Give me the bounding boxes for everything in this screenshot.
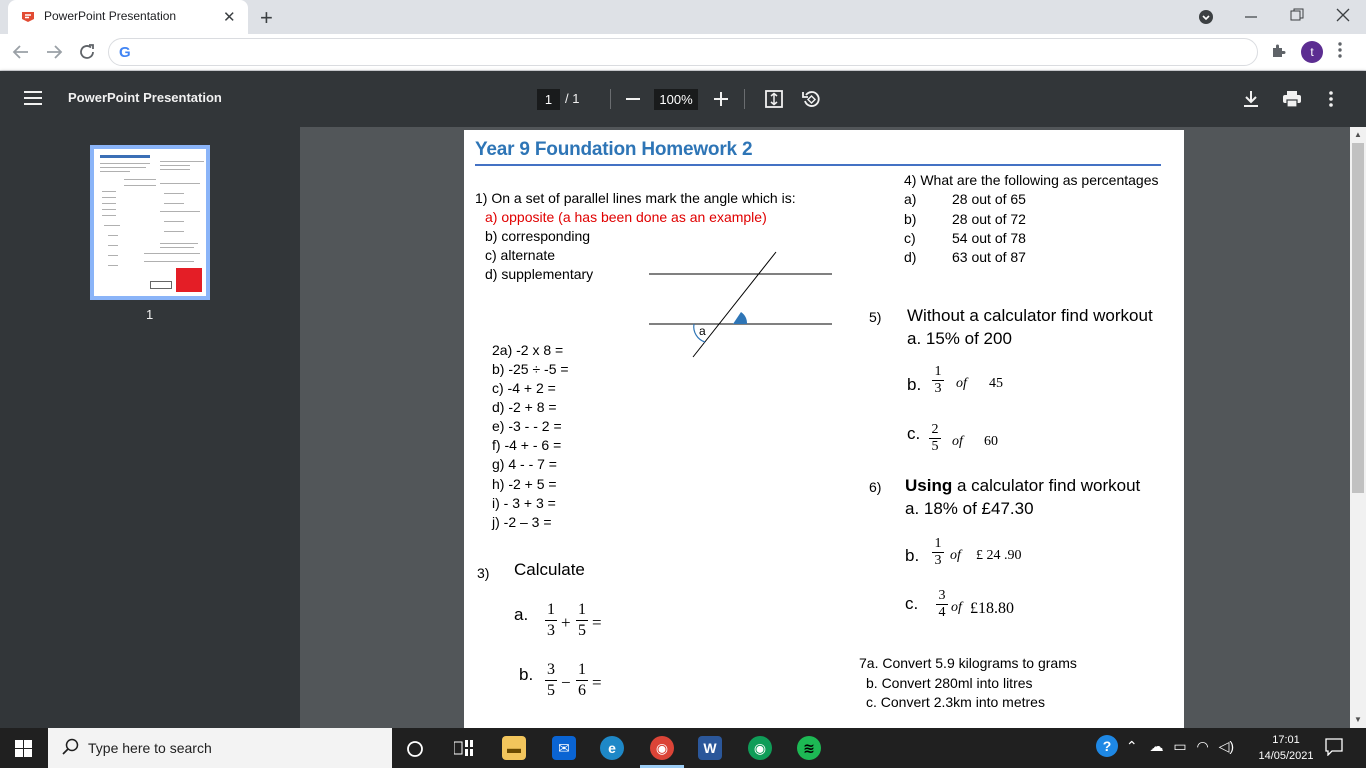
q4-item-label: c) — [904, 230, 916, 246]
mail-icon[interactable]: ✉ — [552, 736, 576, 760]
address-input[interactable] — [141, 43, 1241, 61]
tab-title: PowerPoint Presentation — [44, 9, 177, 23]
q4-item-text: 28 out of 72 — [952, 211, 1026, 227]
q4-item-text: 28 out of 65 — [952, 191, 1026, 207]
back-arrow-icon[interactable] — [12, 44, 30, 60]
thumbnail-sidebar — [0, 127, 300, 728]
q4-prompt: 4) What are the following as percentages — [904, 172, 1159, 188]
q5b-of: of — [956, 376, 967, 391]
pdf-document-title: PowerPoint Presentation — [68, 90, 222, 105]
q2-item: h) -2 + 5 = — [492, 476, 557, 492]
q4-item-text: 54 out of 78 — [952, 230, 1026, 246]
reload-icon[interactable] — [78, 43, 96, 61]
notifications-icon[interactable] — [1325, 738, 1343, 756]
scrollbar-thumb[interactable] — [1352, 143, 1364, 493]
q6-title: Using a calculator find workout — [905, 476, 1141, 495]
heading-rule — [475, 164, 1161, 166]
forward-arrow-icon[interactable] — [45, 44, 63, 60]
q3a-fraction-2: 1 5 — [578, 601, 586, 639]
browser-menu-icon[interactable] — [1338, 42, 1342, 58]
q6c-label: c. — [905, 594, 919, 613]
q5-number: 5) — [869, 309, 882, 325]
system-tray — [1096, 738, 1234, 757]
q2-item: b) -25 ÷ -5 = — [492, 361, 569, 377]
q5-item-a: a. 15% of 200 — [907, 329, 1012, 348]
q3b-label: b. — [519, 665, 534, 684]
chrome-icon[interactable]: ◉ — [650, 736, 674, 760]
toolbar-divider — [744, 89, 745, 109]
pdf-viewport[interactable] — [300, 127, 1350, 728]
q7-item-a: 7a. Convert 5.9 kilograms to grams — [859, 655, 1077, 671]
q4-item-label: d) — [904, 249, 917, 265]
rotate-icon[interactable] — [802, 90, 820, 108]
q5c-value: 60 — [984, 434, 998, 449]
zoom-out-icon[interactable] — [626, 98, 640, 100]
q1-item-c: c) alternate — [485, 247, 556, 263]
browser-toolbar — [0, 34, 1366, 71]
new-tab-button[interactable]: + — [260, 5, 273, 30]
tray-chevron-icon[interactable]: ⌃ — [1125, 738, 1138, 754]
cortana-icon[interactable] — [406, 740, 424, 758]
document-heading: Year 9 Foundation Homework 2 — [475, 139, 753, 160]
window-close-icon[interactable] — [1336, 8, 1350, 22]
q6b-fraction: 1 3 — [932, 536, 944, 569]
angle-label: a — [699, 324, 706, 338]
google-g-icon: G — [119, 44, 131, 61]
task-view-icon[interactable] — [454, 740, 474, 756]
q4-item-label: b) — [904, 211, 917, 227]
q4-item-text: 63 out of 87 — [952, 249, 1026, 265]
taskbar-search-box[interactable] — [48, 728, 392, 768]
search-placeholder: Type here to search — [88, 740, 212, 756]
q6b-value: £ 24 .90 — [976, 548, 1022, 563]
q6c-fraction: 3 4 — [936, 588, 948, 621]
q3a-fraction-1: 1 3 — [547, 601, 555, 639]
help-icon[interactable]: ? — [1096, 735, 1118, 757]
taskbar-clock[interactable] — [1256, 732, 1316, 764]
menu-hamburger-icon[interactable] — [24, 91, 42, 105]
q5b-value: 45 — [989, 376, 1003, 391]
scroll-up-icon[interactable]: ▲ — [1354, 130, 1362, 139]
address-bar[interactable] — [108, 38, 1258, 66]
q1-item-a: a) opposite (a has been done as an example) — [485, 209, 767, 225]
clock-date: 14/05/2021 — [1258, 750, 1314, 762]
zoom-in-icon[interactable] — [714, 92, 728, 106]
q6-item-a: a. 18% of £47.30 — [905, 499, 1034, 518]
q2-item: i) - 3 + 3 = — [492, 495, 556, 511]
fit-page-icon[interactable] — [765, 90, 783, 108]
page-number-input[interactable]: 1 — [537, 89, 560, 110]
q3b-operator: − — [561, 673, 571, 692]
zoom-level-input[interactable]: 100% — [654, 89, 698, 110]
profile-avatar[interactable]: t — [1301, 41, 1323, 63]
q3b-equals: = — [592, 673, 602, 692]
tab-close-icon[interactable]: ✕ — [223, 9, 236, 26]
clock-time: 17:01 — [1272, 734, 1300, 746]
q6-number: 6) — [869, 479, 882, 495]
q1-item-d: d) supplementary — [485, 266, 594, 282]
q2-item: j) -2 – 3 = — [492, 514, 552, 530]
q7-item-c: c. Convert 2.3km into metres — [866, 694, 1045, 710]
spotify-icon[interactable]: ≋ — [797, 736, 821, 760]
download-icon[interactable] — [1244, 91, 1258, 107]
q3-number: 3) — [477, 565, 490, 581]
q3b-fraction-1: 3 5 — [547, 661, 555, 699]
network-icon[interactable]: ◠ — [1196, 738, 1209, 754]
q2-item: e) -3 - - 2 = — [492, 418, 562, 434]
q1-item-b: b) corresponding — [485, 228, 591, 244]
q2-item: f) -4 + - 6 = — [492, 437, 562, 453]
battery-icon[interactable]: ▭ — [1173, 738, 1187, 754]
tab-strip — [0, 0, 1366, 34]
edge-icon[interactable]: e — [600, 736, 624, 760]
pdf-toolbar — [0, 71, 1366, 127]
q5b-label: b. — [907, 375, 922, 394]
q6b-label: b. — [905, 546, 920, 565]
q6c-value: £18.80 — [970, 600, 1014, 617]
q6b-of: of — [950, 548, 961, 563]
q3a-operator: + — [561, 613, 571, 632]
q7-item-b: b. Convert 280ml into litres — [866, 675, 1033, 691]
tab-search-icon[interactable] — [1198, 9, 1214, 25]
q1-prompt: 1) On a set of parallel lines mark the angle which is: — [475, 190, 796, 206]
pdf-page — [464, 130, 1184, 728]
extensions-puzzle-icon[interactable] — [1270, 43, 1286, 59]
vertical-scrollbar[interactable] — [1350, 127, 1366, 728]
windows-taskbar — [0, 728, 1366, 768]
page-total: / 1 — [565, 91, 580, 106]
q3a-equals: = — [592, 613, 602, 632]
q5c-of: of — [952, 434, 963, 449]
q5b-fraction: 1 3 — [932, 364, 944, 397]
restore-icon[interactable] — [1290, 8, 1304, 22]
q3b-fraction-2: 1 6 — [578, 661, 586, 699]
parallel-lines-diagram — [647, 250, 833, 360]
scroll-down-icon[interactable]: ▼ — [1354, 715, 1362, 724]
volume-icon[interactable]: ◁) — [1218, 738, 1235, 754]
chrome-profile-icon[interactable]: ◉ — [748, 736, 772, 760]
browser-tab[interactable] — [8, 0, 248, 34]
page-thumbnail[interactable] — [90, 145, 210, 300]
q3a-label: a. — [514, 605, 529, 624]
more-actions-icon[interactable] — [1329, 91, 1333, 107]
file-explorer-icon[interactable]: ▬ — [502, 736, 526, 760]
q5-title: Without a calculator find workout — [907, 306, 1153, 325]
q2-item: 2a) -2 x 8 = — [492, 342, 564, 358]
minimize-icon[interactable] — [1244, 10, 1258, 24]
word-icon[interactable]: W — [698, 736, 722, 760]
windows-start-icon[interactable] — [15, 740, 32, 757]
print-icon[interactable] — [1283, 91, 1301, 107]
q5c-fraction: 2 5 — [929, 422, 941, 455]
q2-item: g) 4 - - 7 = — [492, 456, 557, 472]
pdf-favicon-icon — [20, 10, 36, 24]
q2-item: d) -2 + 8 = — [492, 399, 557, 415]
q3-title: Calculate — [514, 560, 585, 579]
toolbar-divider — [610, 89, 611, 109]
q6c-of: of — [951, 600, 962, 615]
thumbnail-page-number: 1 — [146, 307, 154, 322]
q5c-label: c. — [907, 424, 921, 443]
onedrive-cloud-icon[interactable]: ☁ — [1149, 738, 1164, 754]
search-icon — [62, 738, 80, 756]
q2-item: c) -4 + 2 = — [492, 380, 556, 396]
q4-item-label: a) — [904, 191, 917, 207]
